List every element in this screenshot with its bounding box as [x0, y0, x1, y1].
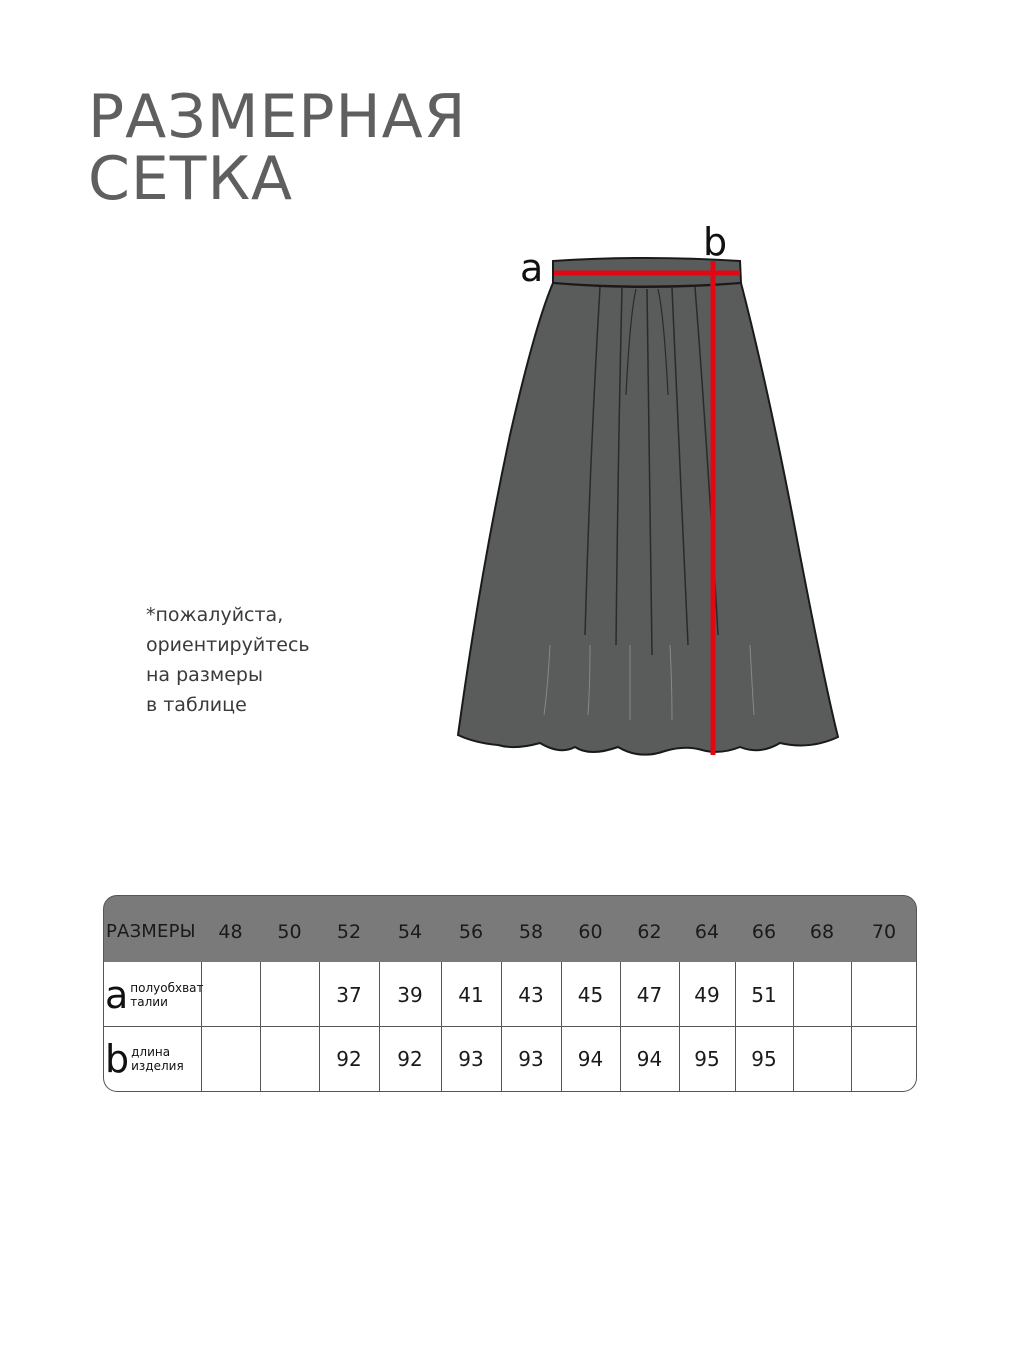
note-line-1: *пожалуйста,	[146, 604, 284, 626]
table-cell: 49	[694, 983, 720, 1007]
row-letter: b	[105, 1037, 130, 1081]
header-size-0: 48	[218, 921, 243, 943]
table-cell: 92	[336, 1047, 362, 1071]
table-cell: 94	[577, 1047, 604, 1071]
header-size-11: 70	[871, 921, 897, 943]
row-description-line-2: талии	[130, 995, 168, 1009]
size-note	[146, 600, 310, 720]
note-line-3: на размеры	[146, 664, 263, 686]
header-size-10: 68	[809, 921, 835, 943]
table-cell: 45	[577, 983, 604, 1007]
row-description	[130, 981, 203, 1009]
header-size-3: 54	[397, 921, 423, 943]
size-table	[103, 895, 917, 1092]
row-description-line-2: изделия	[131, 1059, 184, 1073]
table-cell: 43	[518, 983, 544, 1007]
table-cell: 39	[397, 983, 423, 1007]
header-size-2: 52	[336, 921, 362, 943]
note-line-4: в таблице	[146, 694, 247, 716]
header-size-9: 66	[751, 921, 777, 943]
page-title	[88, 82, 467, 214]
table-cell	[201, 1027, 260, 1091]
table-cell: 92	[397, 1047, 423, 1071]
table-cell: 41	[458, 983, 484, 1007]
header-size-5: 58	[518, 921, 544, 943]
header-size-6: 60	[578, 921, 603, 943]
note-line-2: ориентируйтесь	[146, 634, 310, 656]
table-cell: 95	[694, 1047, 720, 1071]
measure-label-a: a	[520, 246, 544, 290]
table-row-label	[105, 1027, 184, 1091]
table-cell: 95	[751, 1047, 777, 1071]
table-cell	[793, 1027, 851, 1091]
title-line-1: РАЗМЕРНАЯ	[88, 82, 467, 152]
table-cell: 47	[636, 983, 663, 1007]
header-size-7: 62	[637, 921, 662, 943]
row-description-line-1: полуобхват	[130, 981, 204, 995]
table-cell	[793, 963, 851, 1027]
header-sizes-label: РАЗМЕРЫ	[106, 921, 196, 942]
table-cell	[260, 963, 319, 1027]
measure-label-b: b	[703, 220, 728, 264]
header-size-4: 56	[458, 921, 484, 943]
table-cell: 93	[518, 1047, 544, 1071]
title-line-2: СЕТКА	[88, 144, 294, 214]
table-row-label	[105, 963, 204, 1027]
header-size-1: 50	[277, 921, 302, 943]
row-letter: a	[105, 973, 129, 1017]
row-description	[131, 1045, 184, 1073]
header-size-8: 64	[694, 921, 720, 943]
table-cell	[851, 963, 917, 1027]
skirt-diagram	[440, 215, 860, 775]
table-cell: 37	[336, 983, 362, 1007]
table-cell	[851, 1027, 917, 1091]
table-cell	[201, 963, 260, 1027]
row-description-line-1: длина	[131, 1045, 171, 1059]
table-cell: 94	[636, 1047, 663, 1071]
table-cell: 93	[458, 1047, 484, 1071]
table-cell	[260, 1027, 319, 1091]
table-cell: 51	[751, 983, 777, 1007]
